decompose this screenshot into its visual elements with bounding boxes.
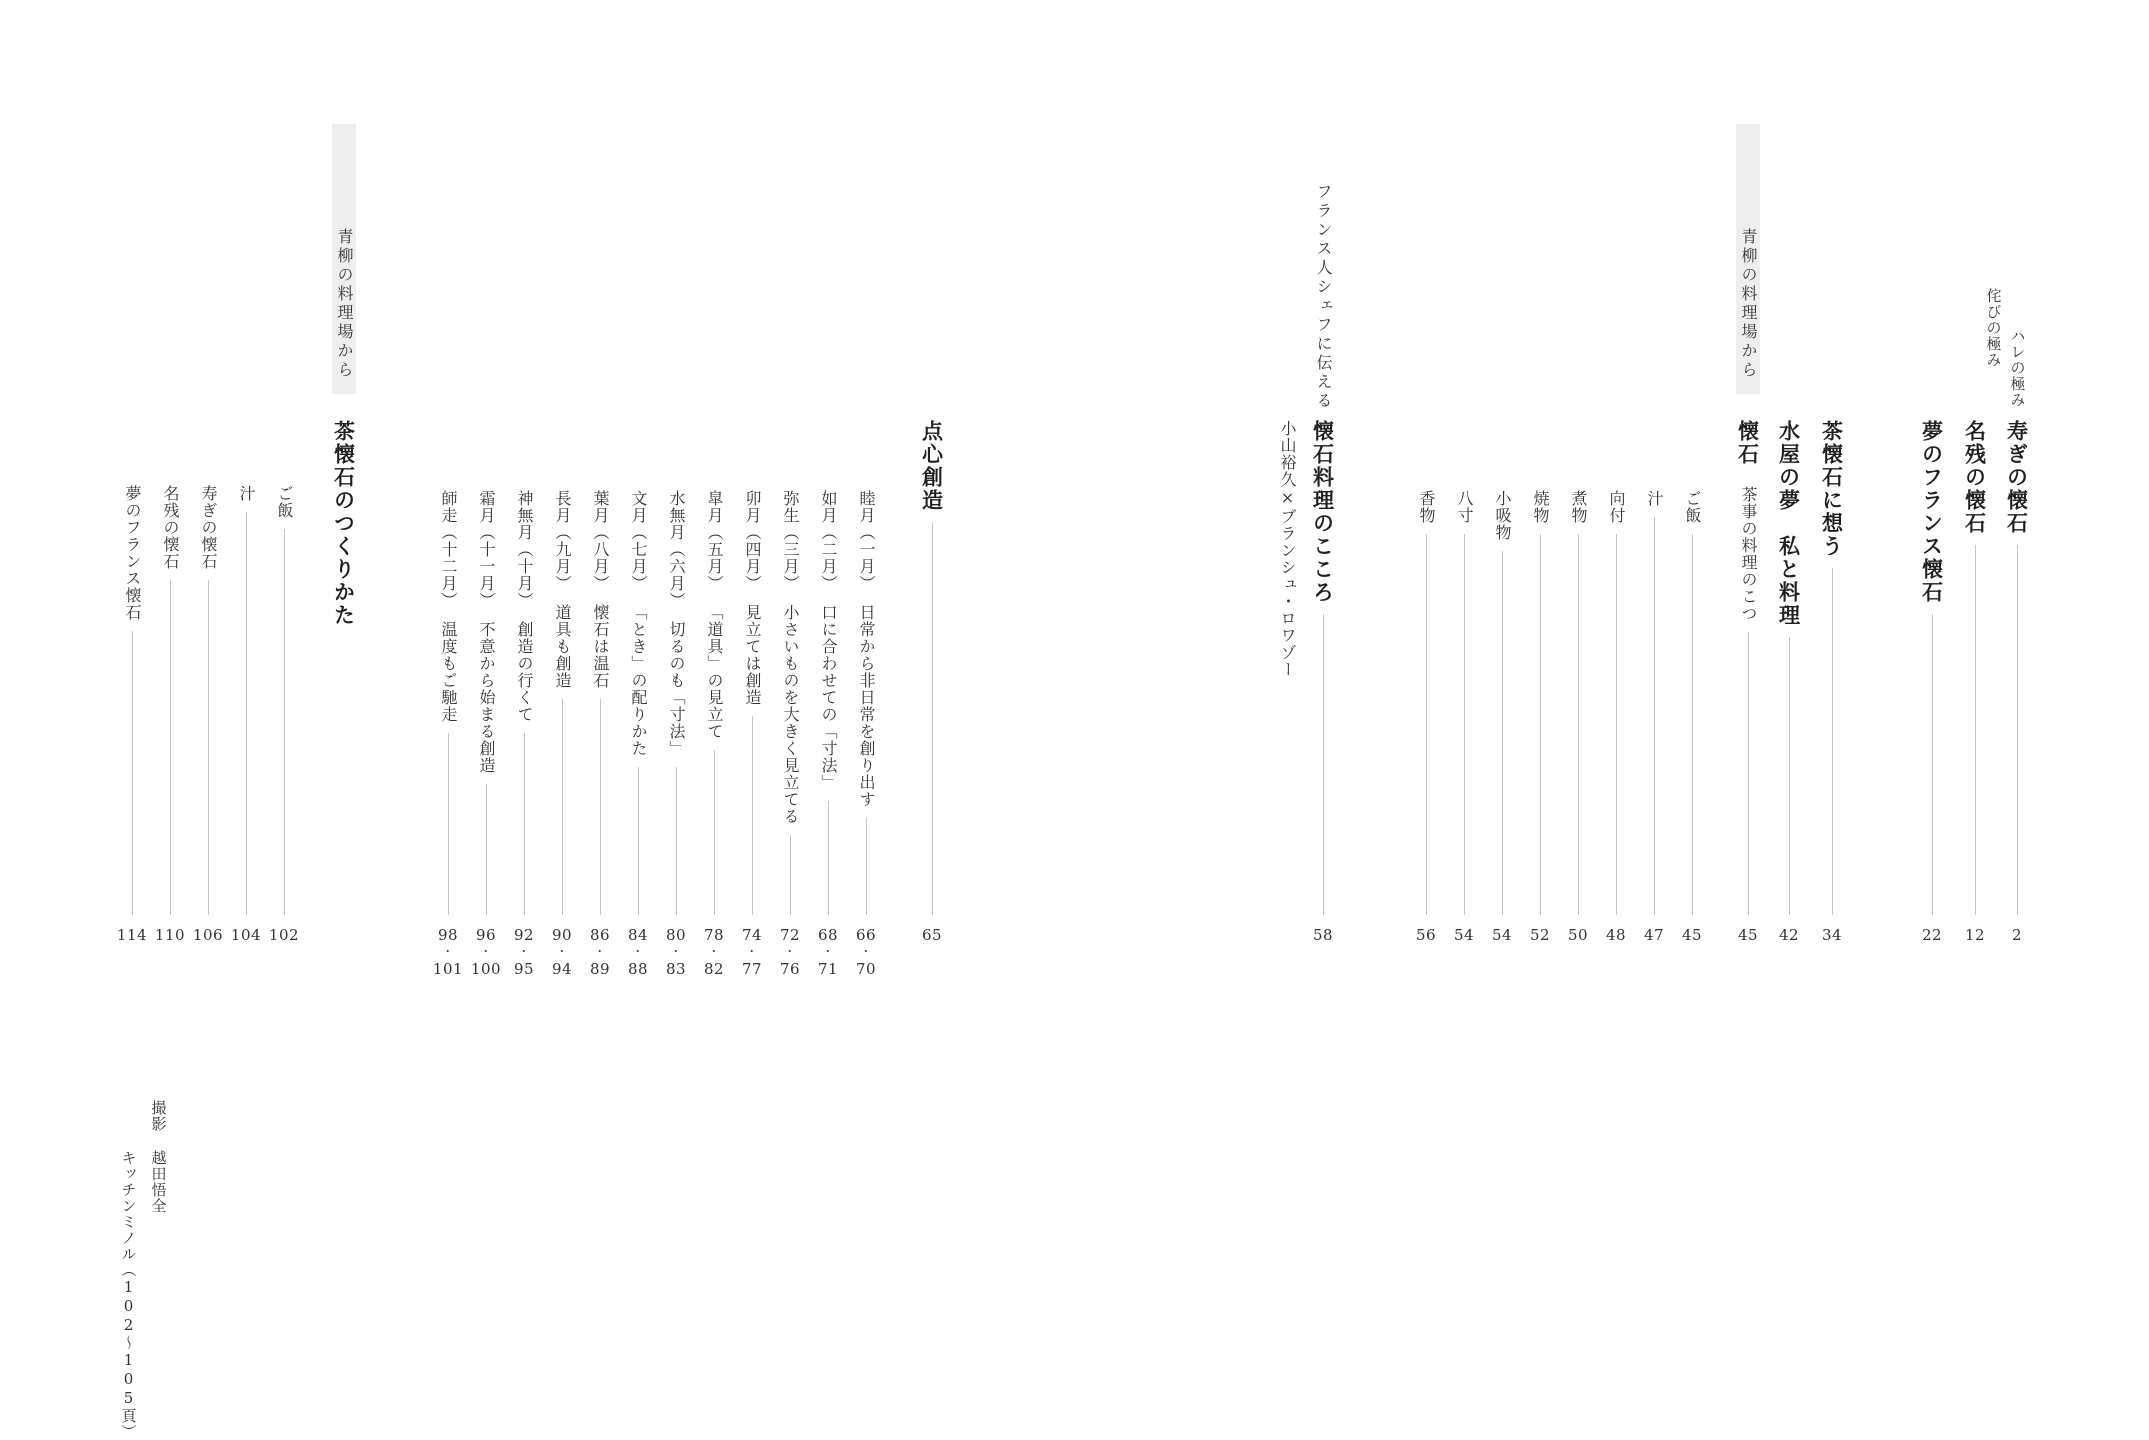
leader-line <box>638 767 639 915</box>
toc-subtitle: 茶事の料理のこつ <box>1739 486 1758 622</box>
page-number-start: 110 <box>154 926 186 944</box>
section-label: 青柳の料理場から <box>335 228 354 380</box>
credits-name: キッチンミノル（102〜105頁） <box>119 1150 138 1440</box>
month-label: 霜月（十一月） <box>477 490 496 609</box>
page-number <box>148 925 192 945</box>
page-number <box>1594 925 1638 945</box>
leader-line <box>170 580 171 915</box>
page-number <box>540 925 584 979</box>
page-range-dot: ・ <box>632 945 644 958</box>
leader-line <box>752 716 753 915</box>
page-number-end: 77 <box>741 960 763 978</box>
page-number <box>1910 925 1954 945</box>
page-number-start: 98 <box>437 926 459 944</box>
page-number <box>844 925 888 979</box>
page-number <box>692 925 736 979</box>
page-number-start: 52 <box>1529 926 1551 944</box>
page-number <box>426 925 470 979</box>
toc-entry: 口に合わせての「寸法」 <box>819 604 838 791</box>
page-number <box>262 925 306 945</box>
leader-line <box>1789 637 1790 915</box>
month-label: 如月（二月） <box>819 490 838 592</box>
toc-entry: 懐石は温石 <box>591 604 610 689</box>
section-label: 青柳の料理場から <box>1739 228 1758 380</box>
page-number-end: 83 <box>665 960 687 978</box>
month-label: 長月（九月） <box>553 490 572 592</box>
page-range-dot: ・ <box>746 945 758 958</box>
toc-author: 小山裕久×ブランシュ・ロワゾー <box>1278 420 1297 678</box>
toc-entry: 道具も創造 <box>553 604 572 689</box>
page-number-start: 56 <box>1415 926 1437 944</box>
leader-line <box>246 512 247 915</box>
page-number <box>654 925 698 979</box>
month-label: 卯月（四月） <box>743 490 762 592</box>
page-number-end: 100 <box>470 960 502 978</box>
page-range-dot: ・ <box>670 945 682 958</box>
page-number <box>730 925 774 979</box>
section-label: 侘びの極み <box>1984 288 2003 368</box>
page-number <box>578 925 622 979</box>
toc-entry: 温度もご馳走 <box>439 621 458 723</box>
leader-line <box>284 529 285 915</box>
page-number-start: 45 <box>1737 926 1759 944</box>
toc-entry-major: 懐石料理のこころ <box>1310 420 1336 604</box>
leader-line <box>1578 534 1579 915</box>
month-label: 弥生（三月） <box>781 490 800 592</box>
toc-entry-major: 水屋の夢 私と料理 <box>1776 420 1802 627</box>
toc-entry: 夢のフランス懐石 <box>123 485 142 621</box>
credits-label: 撮影 <box>149 1100 168 1132</box>
toc-entry-major: 夢のフランス懐石 <box>1919 420 1945 604</box>
page-number <box>1767 925 1811 945</box>
leader-line <box>448 733 449 915</box>
leader-line <box>676 767 677 915</box>
page-number <box>110 925 154 945</box>
page-range-dot: ・ <box>822 945 834 958</box>
leader-line <box>1832 568 1833 915</box>
page-number-start: 65 <box>921 926 943 944</box>
leader-line <box>790 835 791 915</box>
page-number-end: 70 <box>855 960 877 978</box>
page-number-start: 66 <box>855 926 877 944</box>
toc-entry: 汁 <box>237 485 256 502</box>
page-number-start: 48 <box>1605 926 1627 944</box>
page-number-start: 22 <box>1921 926 1943 944</box>
section-label: フランス人シェフに伝える <box>1314 183 1333 411</box>
page-range-dot: ・ <box>594 945 606 958</box>
page-number <box>1301 925 1345 945</box>
page-range-dot: ・ <box>442 945 454 958</box>
leader-line <box>1748 632 1749 915</box>
leader-line <box>600 699 601 915</box>
page-number-start: 104 <box>230 926 262 944</box>
leader-line <box>1616 534 1617 915</box>
toc-entry: 日常から非日常を創り出す <box>857 604 876 808</box>
toc-entry: 向付 <box>1607 490 1626 524</box>
toc-entry-major: 寿ぎの懐石 <box>2004 420 2030 535</box>
page-number <box>1404 925 1448 945</box>
leader-line <box>562 699 563 915</box>
page-number-start: 54 <box>1453 926 1475 944</box>
page-number-start: 50 <box>1567 926 1589 944</box>
page-number <box>1556 925 1600 945</box>
page-number-start: 34 <box>1821 926 1843 944</box>
toc-entry: 「道具」の見立て <box>705 604 724 740</box>
page-number-start: 80 <box>665 926 687 944</box>
month-label: 師走（十二月） <box>439 490 458 609</box>
page-number <box>1726 925 1770 945</box>
toc-entry: 寿ぎの懐石 <box>199 485 218 570</box>
page-number <box>768 925 812 979</box>
page-number-end: 101 <box>432 960 464 978</box>
leader-line <box>714 750 715 915</box>
toc-entry: 切るのも「寸法」 <box>667 621 686 757</box>
credits-name: 越田悟全 <box>149 1150 168 1214</box>
leader-line <box>1654 517 1655 915</box>
leader-line <box>1540 534 1541 915</box>
month-label: 水無月（六月） <box>667 490 686 609</box>
leader-line <box>524 733 525 915</box>
toc-entry: 香物 <box>1417 490 1436 524</box>
leader-line <box>2017 545 2018 915</box>
leader-line <box>1975 545 1976 915</box>
page-number <box>806 925 850 979</box>
right-page <box>1075 0 2149 1420</box>
toc-entry: 小さいものを大きく見立てる <box>781 604 800 825</box>
toc-entry: 創造の行くて <box>515 621 534 723</box>
page-number <box>1670 925 1714 945</box>
page-number-start: 84 <box>627 926 649 944</box>
month-label: 神無月（十月） <box>515 490 534 609</box>
page-number <box>1442 925 1486 945</box>
month-label: 葉月（八月） <box>591 490 610 592</box>
toc-entry: 焼物 <box>1531 490 1550 524</box>
page-number-end: 89 <box>589 960 611 978</box>
month-label: 皐月（五月） <box>705 490 724 592</box>
leader-line <box>1502 551 1503 915</box>
toc-entry: 不意から始まる創造 <box>477 621 496 774</box>
toc-entry: 見立ては創造 <box>743 604 762 706</box>
page-number-end: 88 <box>627 960 649 978</box>
page-number-end: 82 <box>703 960 725 978</box>
page-number <box>1953 925 1997 945</box>
leader-line <box>1692 534 1693 915</box>
page-number-start: 92 <box>513 926 535 944</box>
page-range-dot: ・ <box>784 945 796 958</box>
page-number <box>1995 925 2039 945</box>
toc-entry: 煮物 <box>1569 490 1588 524</box>
leader-line <box>828 801 829 915</box>
page-number <box>910 925 954 945</box>
page-number-start: 68 <box>817 926 839 944</box>
leader-line <box>1464 534 1465 915</box>
page-number <box>1480 925 1524 945</box>
toc-entry: ご飯 <box>1683 490 1702 524</box>
toc-entry-major: 茶懐石に想う <box>1819 420 1845 558</box>
page-number-start: 47 <box>1643 926 1665 944</box>
toc-entry: 小吸物 <box>1493 490 1512 541</box>
month-label: 睦月（一月） <box>857 490 876 592</box>
page-number <box>224 925 268 945</box>
page-number-start: 106 <box>192 926 224 944</box>
page-number-start: 74 <box>741 926 763 944</box>
page-range-dot: ・ <box>860 945 872 958</box>
leader-line <box>1932 614 1933 915</box>
page-number-start: 2 <box>2011 926 2023 944</box>
leader-line <box>1323 614 1324 915</box>
page-number-start: 96 <box>475 926 497 944</box>
page-number-start: 114 <box>116 926 148 944</box>
page-number-start: 45 <box>1681 926 1703 944</box>
page-number-end: 76 <box>779 960 801 978</box>
page-number-start: 12 <box>1964 926 1986 944</box>
toc-entry: 八寸 <box>1455 490 1474 524</box>
page-number-start: 72 <box>779 926 801 944</box>
toc-entry-major: 懐石 <box>1735 420 1761 466</box>
page-number <box>502 925 546 979</box>
section-label: ハレの極み <box>2008 328 2027 408</box>
page-number-start: 102 <box>268 926 300 944</box>
page-range-dot: ・ <box>518 945 530 958</box>
page-number-start: 42 <box>1778 926 1800 944</box>
toc-entry-major: 点心創造 <box>919 420 945 512</box>
page-number-end: 95 <box>513 960 535 978</box>
page-range-dot: ・ <box>480 945 492 958</box>
month-label: 文月（七月） <box>629 490 648 592</box>
leader-line <box>866 818 867 915</box>
page-number-start: 54 <box>1491 926 1513 944</box>
leader-line <box>132 631 133 915</box>
page-number <box>616 925 660 979</box>
toc-entry: 名残の懐石 <box>161 485 180 570</box>
page-number-start: 86 <box>589 926 611 944</box>
leader-line <box>932 522 933 915</box>
page-number <box>1632 925 1676 945</box>
page-number <box>1810 925 1854 945</box>
toc-entry-major: 茶懐石のつくりかた <box>331 420 357 627</box>
leader-line <box>1426 534 1427 915</box>
page-number <box>464 925 508 979</box>
page-number-end: 94 <box>551 960 573 978</box>
page-range-dot: ・ <box>556 945 568 958</box>
page-number-start: 90 <box>551 926 573 944</box>
page-number <box>186 925 230 945</box>
page-number-start: 78 <box>703 926 725 944</box>
page-number <box>1518 925 1562 945</box>
leader-line <box>486 784 487 915</box>
toc-entry: 「とき」の配りかた <box>629 604 648 757</box>
toc-entry: ご飯 <box>275 485 294 519</box>
toc-entry: 汁 <box>1645 490 1664 507</box>
page-number-end: 71 <box>817 960 839 978</box>
page-number-start: 58 <box>1312 926 1334 944</box>
leader-line <box>208 580 209 915</box>
page-range-dot: ・ <box>708 945 720 958</box>
toc-entry-major: 名残の懐石 <box>1962 420 1988 535</box>
